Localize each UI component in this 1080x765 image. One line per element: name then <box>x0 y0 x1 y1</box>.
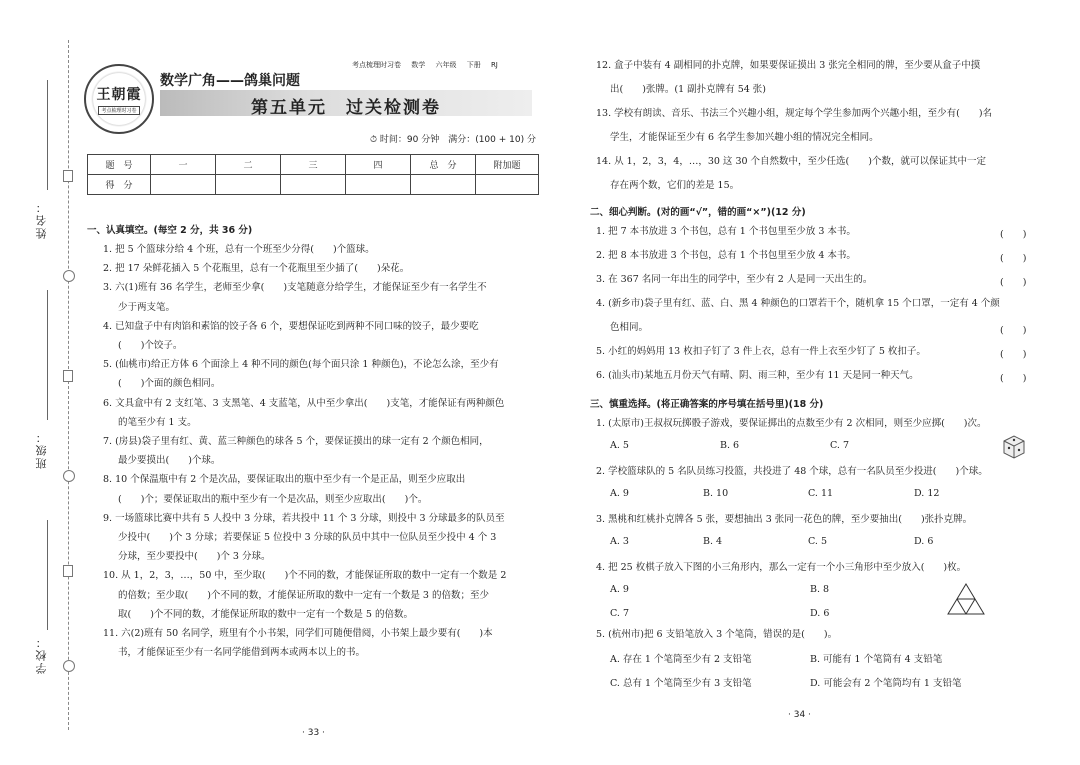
choice-option[interactable]: B. 10 <box>703 488 729 499</box>
judge-question: 2. 把 8 本书放进 3 个书包，总有 1 个书包里至少放 4 本书。 <box>596 250 856 261</box>
score-cell: 一 <box>151 155 216 175</box>
section-3-heading: 三、慎重选择。(将正确答案的序号填在括号里)(18 分) <box>590 399 824 410</box>
question-line: 2. 把 17 朵鲜花插入 5 个花瓶里，总有一个花瓶里至少插了( )朵花。 <box>103 263 410 275</box>
question-line: 存在两个数，它们的差是 15。 <box>610 180 740 191</box>
binding-margin <box>0 0 80 765</box>
choice-option[interactable]: C. 11 <box>808 488 834 499</box>
answer-paren[interactable]: ( ) <box>1000 277 1027 288</box>
question-line: 14. 从 1，2，3，4，…，30 这 30 个自然数中，至少任选( )个数，就可以保证其中一定 <box>596 156 986 167</box>
choice-option[interactable]: A. 存在 1 个笔筒至少有 2 支铅笔 <box>610 654 752 665</box>
binding-line <box>47 290 48 420</box>
question-line: 取( )个不同的数，才能保证所取的数中一定有一个数是 5 的倍数。 <box>118 608 413 620</box>
score-cell: 附加题 <box>476 155 539 175</box>
score-input-cell[interactable] <box>476 175 539 195</box>
judge-question: 4. (新乡市)袋子里有红、蓝、白、黑 4 种颜色的口罩若干个，随机拿 15 个口罩，一定有 4 个颜 <box>596 298 1000 309</box>
score-cell: 三 <box>281 155 346 175</box>
choice-option[interactable]: D. 6 <box>810 608 830 619</box>
volume: 下册 <box>466 61 481 69</box>
binding-tab <box>63 370 73 382</box>
choice-option[interactable]: B. 可能有 1 个笔筒有 4 支铅笔 <box>810 654 943 665</box>
score-input-cell[interactable] <box>346 175 411 195</box>
answer-paren[interactable]: ( ) <box>1000 253 1027 264</box>
question-line: 6. 文具盒中有 2 支红笔、3 支黑笔、4 支蓝笔，从中至少拿出( )支笔，才能保证有两种颜色 <box>103 397 505 409</box>
choice-option[interactable]: D. 12 <box>914 488 940 499</box>
score-table <box>87 154 539 195</box>
binding-hole <box>63 660 75 672</box>
score-header-row <box>88 155 539 175</box>
question-line: 9. 一场篮球比赛中共有 5 人投中 3 分球，若共投中 11 个 3 分球，则投中 3 分球最多的队员至 <box>103 512 505 524</box>
choice-question: 2. 学校篮球队的 5 名队员练习投篮，共投进了 48 个球，总有一名队员至少投进( )个球。 <box>596 466 988 477</box>
series-info <box>352 60 506 70</box>
question-line: 12. 盒子中装有 4 副相同的扑克牌，如果要保证摸出 3 张完全相同的牌，至少要从盒子中摸 <box>596 60 981 71</box>
edition: RJ <box>490 61 498 69</box>
triangle-figure-icon <box>946 582 986 616</box>
brand-logo <box>84 64 154 134</box>
school-label: 学校： <box>35 635 48 674</box>
page-number: · 33 · <box>302 728 325 738</box>
choice-option[interactable]: D. 6 <box>914 536 934 547</box>
subject: 数学 <box>411 61 426 69</box>
chapter-title: 数学广角——鸽巢问题 <box>160 73 300 89</box>
choice-option[interactable]: C. 7 <box>830 440 850 451</box>
question-line: 3. 六(1)班有 36 名学生，老师至少拿( )支笔随意分给学生，才能保证至少有一名学生不 <box>103 282 487 294</box>
binding-line <box>47 80 48 190</box>
choice-option[interactable]: A. 9 <box>610 488 629 499</box>
name-label: 姓名： <box>35 200 48 239</box>
score-cell: 总 分 <box>411 155 476 175</box>
score-cell: 得 分 <box>88 175 151 195</box>
choice-option[interactable]: A. 3 <box>610 536 629 547</box>
choice-question: 1. (太原市)王叔叔玩掷骰子游戏，要保证掷出的点数至少有 2 次相同，则至少应掷( )次。 <box>596 418 987 429</box>
question-line: 出( )张牌。(1 副扑克牌有 54 张) <box>610 84 767 95</box>
question-line: 书，才能保证至少有一名同学能借到两本或两本以上的书。 <box>118 647 366 659</box>
choice-option[interactable]: B. 8 <box>810 584 830 595</box>
question-line: 5. (仙桃市)给正方体 6 个面涂上 4 种不同的颜色(每个面只涂 1 种颜色)，不论怎么涂，至少有 <box>103 359 499 371</box>
question-line: 1. 把 5 个篮球分给 4 个班，总有一个班至少分得( )个篮球。 <box>103 244 375 255</box>
score-input-cell[interactable] <box>151 175 216 195</box>
answer-paren[interactable]: ( ) <box>1000 373 1027 384</box>
judge-question: 1. 把 7 本书放进 3 个书包，总有 1 个书包里至少放 3 本书。 <box>596 226 856 237</box>
score-input-cell[interactable] <box>281 175 346 195</box>
logo-text: 王朝霞 <box>96 86 142 103</box>
right-page <box>548 0 1080 765</box>
score-input-cell[interactable] <box>216 175 281 195</box>
logo-subtitle: 考点梳理时习卷 <box>98 106 139 115</box>
score-cell: 题 号 <box>88 155 151 175</box>
judge-question: 色相同。 <box>610 322 649 333</box>
answer-paren[interactable]: ( ) <box>1000 349 1027 360</box>
choice-option[interactable]: C. 5 <box>808 536 828 547</box>
score-cell: 四 <box>346 155 411 175</box>
binding-hole <box>63 270 75 282</box>
choice-question: 3. 黑桃和红桃扑克牌各 5 张，要想抽出 3 张同一花色的牌，至少要抽出( )张扑克牌。 <box>596 514 973 525</box>
choice-question: 5. (杭州市)把 6 支铅笔放入 3 个笔筒，错误的是( )。 <box>596 629 838 640</box>
title-bar <box>160 90 532 116</box>
choice-option[interactable]: A. 5 <box>610 440 629 451</box>
choice-question: 4. 把 25 枚棋子放入下图的小三角形内，那么一定有一个小三角形中至少放入( )枚。 <box>596 562 967 573</box>
series-name: 考点梳理时习卷 <box>352 61 401 69</box>
binding-tab <box>63 565 73 577</box>
page-number: · 34 · <box>788 710 811 720</box>
choice-option[interactable]: D. 可能会有 2 个笔筒均有 1 支铅笔 <box>810 678 962 689</box>
question-line: 13. 学校有朗读、音乐、书法三个兴趣小组，规定每个学生参加两个兴趣小组，至少有( )名 <box>596 108 993 119</box>
choice-option[interactable]: C. 7 <box>610 608 630 619</box>
judge-question: 6. (汕头市)某地五月份天气有晴、阴、雨三种，至少有 11 天是同一种天气。 <box>596 370 919 381</box>
choice-option[interactable]: B. 4 <box>703 536 723 547</box>
dice-icon <box>1000 433 1028 461</box>
question-line: 的笔至少有 1 支。 <box>118 416 197 428</box>
choice-option[interactable]: B. 6 <box>720 440 740 451</box>
time-score-info: ⏱ 时间：90 分钟 满分：(100 + 10) 分 <box>370 135 536 145</box>
section-2-heading: 二、细心判断。(对的画“√”，错的画“×”)(12 分) <box>590 207 806 218</box>
question-line: 7. (房县)袋子里有红、黄、蓝三种颜色的球各 5 个，要保证摸出的球一定有 2 个颜色相同， <box>103 436 489 447</box>
answer-paren[interactable]: ( ) <box>1000 325 1027 336</box>
question-line: 最少要摸出( )个球。 <box>118 455 221 467</box>
question-line: ( )个面的颜色相同。 <box>118 378 221 390</box>
binding-line <box>47 520 48 630</box>
answer-paren[interactable]: ( ) <box>1000 229 1027 240</box>
question-line: 8. 10 个保温瓶中有 2 个是次品，要保证取出的瓶中至少有一个是正品，则至少应取出 <box>103 474 466 486</box>
question-line: 4. 已知盘子中有肉馅和素馅的饺子各 6 个，要想保证吃到两种不同口味的饺子，最少要吃 <box>103 320 479 332</box>
unit-title: 第五单元 过关检测卷 <box>251 98 441 118</box>
score-cell: 二 <box>216 155 281 175</box>
section-1-heading: 一、认真填空。(每空 2 分，共 36 分) <box>87 225 253 236</box>
binding-hole <box>63 470 75 482</box>
question-line: 学生，才能保证至少有 6 名学生参加兴趣小组的情况完全相同。 <box>610 132 879 143</box>
score-input-cell[interactable] <box>411 175 476 195</box>
judge-question: 3. 在 367 名同一年出生的同学中，至少有 2 人是同一天出生的。 <box>596 274 873 285</box>
question-line: 少投中( )个 3 分球；若要保证 5 位投中 3 分球的队员中其中一位队员至少投中 4 个 3 <box>118 532 497 543</box>
class-label: 班级： <box>35 430 48 469</box>
question-line: 的倍数；至少取( )个不同的数，才能保证所取的数中一定有一个数是 3 的倍数；至少 <box>118 589 489 601</box>
question-line: 分球，至少要投中( )个 3 分球。 <box>118 551 271 563</box>
grade: 六年级 <box>435 61 457 69</box>
question-line: 少于两支笔。 <box>118 301 176 313</box>
binding-tab <box>63 170 73 182</box>
cut-line <box>68 40 69 730</box>
judge-question: 5. 小红的妈妈用 13 枚扣子钉了 3 件上衣，总有一件上衣至少钉了 5 枚扣子。 <box>596 346 926 357</box>
question-line: 10. 从 1，2，3，…，50 中，至少取( )个不同的数，才能保证所取的数中一定有一个数是 2 <box>103 570 507 582</box>
choice-option[interactable]: C. 总有 1 个笔筒至少有 3 支铅笔 <box>610 678 752 689</box>
choice-option[interactable]: A. 9 <box>610 584 629 595</box>
score-value-row <box>88 175 539 195</box>
question-line: ( )个；要保证取出的瓶中至少有一个是次品，则至少应取出( )个。 <box>118 493 428 505</box>
question-line: ( )个饺子。 <box>118 340 183 351</box>
question-line: 11. 六(2)班有 50 名同学，班里有个小书架，同学们可随便借阅，小书架上最少要有( )本 <box>103 628 493 639</box>
